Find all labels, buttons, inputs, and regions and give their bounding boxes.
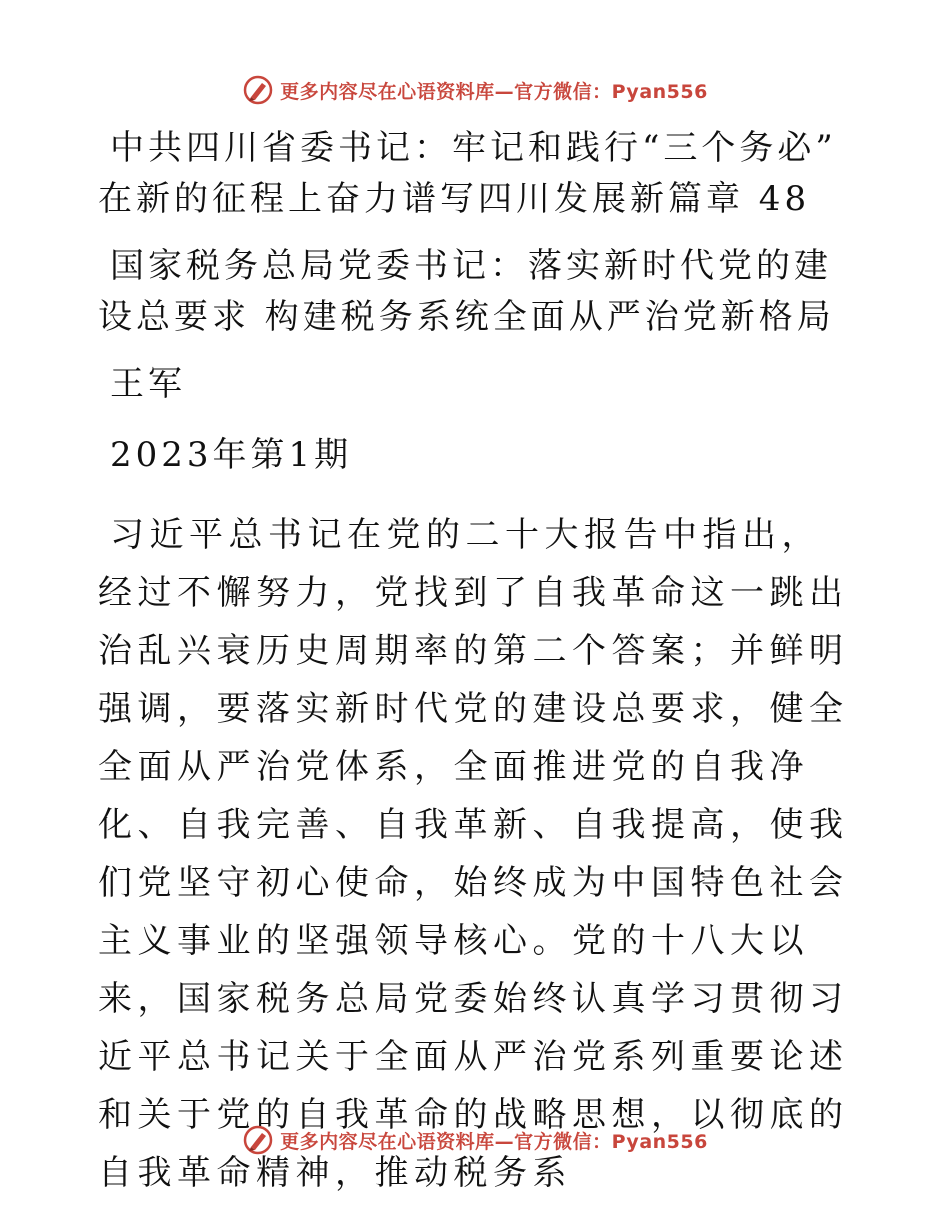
article-author: 王军 <box>110 364 186 404</box>
article-issue: 2023年第1期 <box>110 435 353 475</box>
pen-logo-icon <box>242 1124 274 1156</box>
pen-logo-icon <box>242 74 274 106</box>
watermark-banner-top <box>0 70 950 110</box>
watermark-text: 更多内容尽在心语资料库—官方微信：Pyan556 <box>280 80 708 103</box>
watermark-text: 更多内容尽在心语资料库—官方微信：Pyan556 <box>280 1130 708 1153</box>
watermark-banner-bottom <box>0 1120 950 1160</box>
article-title-2: 国家税务总局党委书记：落实新时代党的建设总要求 构建税务系统全面从严治党新格局 <box>98 246 835 337</box>
article-title-1: 中共四川省委书记：牢记和践行“三个务必” 在新的征程上奋力谱写四川发展新篇章 48 <box>98 128 875 219</box>
document-content <box>98 123 875 1202</box>
article-body: 习近平总书记在党的二十大报告中指出，经过不懈努力，党找到了自我革命这一跳出治乱兴衰历史周期率的第二个答案；并鲜明强调，要落实新时代党的建设总要求，健全全面从严治党体系，全面推进党的自我净化、自我完善、自我革新、自我提高，使我们党坚守初心使命，始终成为中国特色社会主义事业的坚强领导核心。党的十八大以来，国家税务总局党委始终认真学习贯彻习近平总书记关于全面从严治党系列重要论述和关于党的自我革命的战略思想，以彻底的自我革命精神，推动税务系 <box>98 515 849 1193</box>
